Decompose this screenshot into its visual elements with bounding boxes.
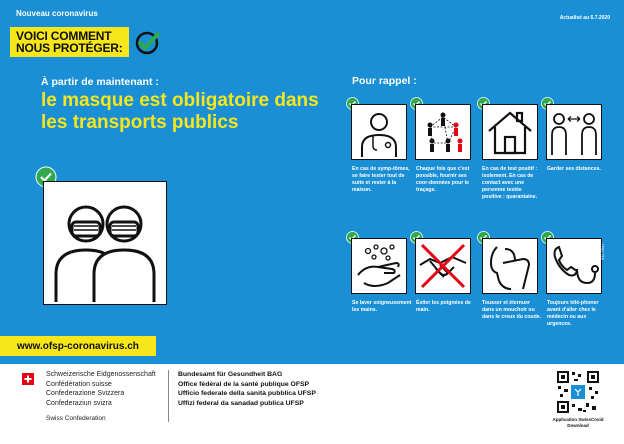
office-rm: Uffizi federal da sanadad publica UFSP	[178, 399, 304, 407]
house-icon	[483, 105, 537, 159]
office-it: Ufficio federale della sanità pubblica UFSP	[178, 390, 316, 397]
tile-caption-phone-first: Toujours télé-phoner avant d'aller chez le médecin ou aux urgences.	[547, 300, 599, 327]
headline-check-icon	[134, 30, 160, 56]
tile-isolation	[482, 104, 538, 160]
qr-caption-app: Application SwissCovid	[552, 417, 604, 422]
tile-caption-symptoms: En cas de symp-tômes, se faire tester tout de suite et rester à la maison.	[352, 166, 410, 193]
no-handshake-icon	[416, 239, 470, 293]
confederation-fr: Confédération suisse	[46, 380, 112, 388]
tile-caption-distance: Garder ses distances.	[547, 166, 601, 172]
confederation-rm: Confederaziun svizra	[46, 399, 112, 407]
headline-line-2: NOUS PROTÉGER:	[16, 41, 123, 55]
office-fr: Office fédéral de la santé publique OFSP	[178, 380, 310, 388]
mask-illustration-card	[43, 181, 167, 305]
tile-caption-tracing: Chaque fois que c'est possible, fournir ses coor-données pour le traçage.	[416, 166, 470, 193]
qr-code-icon[interactable]	[556, 370, 600, 414]
cough-elbow-icon	[483, 239, 537, 293]
tile-caption-cough: Tousser et éternuer dans un mouchoir ou dans le creux du coude.	[482, 300, 542, 320]
tile-caption-handwash: Se laver soigneusement les mains.	[352, 300, 412, 313]
intro-text: À partir de maintenant :	[41, 76, 159, 88]
qr-caption	[548, 417, 608, 429]
confederation-names	[46, 370, 156, 408]
distance-icon	[547, 105, 601, 159]
doctor-icon	[352, 105, 406, 159]
office-names	[178, 370, 316, 408]
tile-symptoms	[351, 104, 407, 160]
footer-divider	[168, 370, 169, 422]
swiss-flag-icon	[22, 373, 34, 385]
confederation-de: Schweizerische Eidgenossenschaft	[46, 371, 156, 378]
main-message: le masque est obligatoire dans les transports publics	[41, 90, 319, 133]
tile-caption-isolation: En cas de test positif : isolement. En cas de contact avec une personne testée positive : quarantaine.	[482, 166, 538, 200]
document-code: 311.264.f	[600, 243, 605, 260]
confederation-it: Confederazione Svizzera	[46, 390, 125, 397]
rappel-title: Pour rappel :	[352, 75, 417, 87]
contact-tracing-icon	[416, 105, 470, 159]
tile-cough	[482, 238, 538, 294]
headline-block	[10, 27, 130, 61]
phone-stethoscope-icon	[547, 239, 601, 293]
tile-no-handshake	[415, 238, 471, 294]
kicker-text: Nouveau coronavirus	[16, 9, 98, 18]
headline-line-1: VOICI COMMENT	[16, 29, 112, 43]
updated-date: Actualisé au 6.7.2020	[559, 15, 610, 21]
tile-distance	[546, 104, 602, 160]
handwash-icon	[352, 239, 406, 293]
tile-handwash	[351, 238, 407, 294]
tile-tracing	[415, 104, 471, 160]
office-de: Bundesamt für Gesundheit BAG	[178, 371, 283, 378]
confederation-en: Swiss Confederation	[46, 415, 106, 422]
tile-phone-first	[546, 238, 602, 294]
masked-people-icon	[44, 182, 165, 303]
headline-box	[10, 27, 129, 57]
tile-caption-no-handshake: Éviter les poignées de main.	[416, 300, 471, 313]
qr-caption-download: Download	[567, 423, 589, 428]
website-url[interactable]: www.ofsp-coronavirus.ch	[17, 341, 139, 352]
